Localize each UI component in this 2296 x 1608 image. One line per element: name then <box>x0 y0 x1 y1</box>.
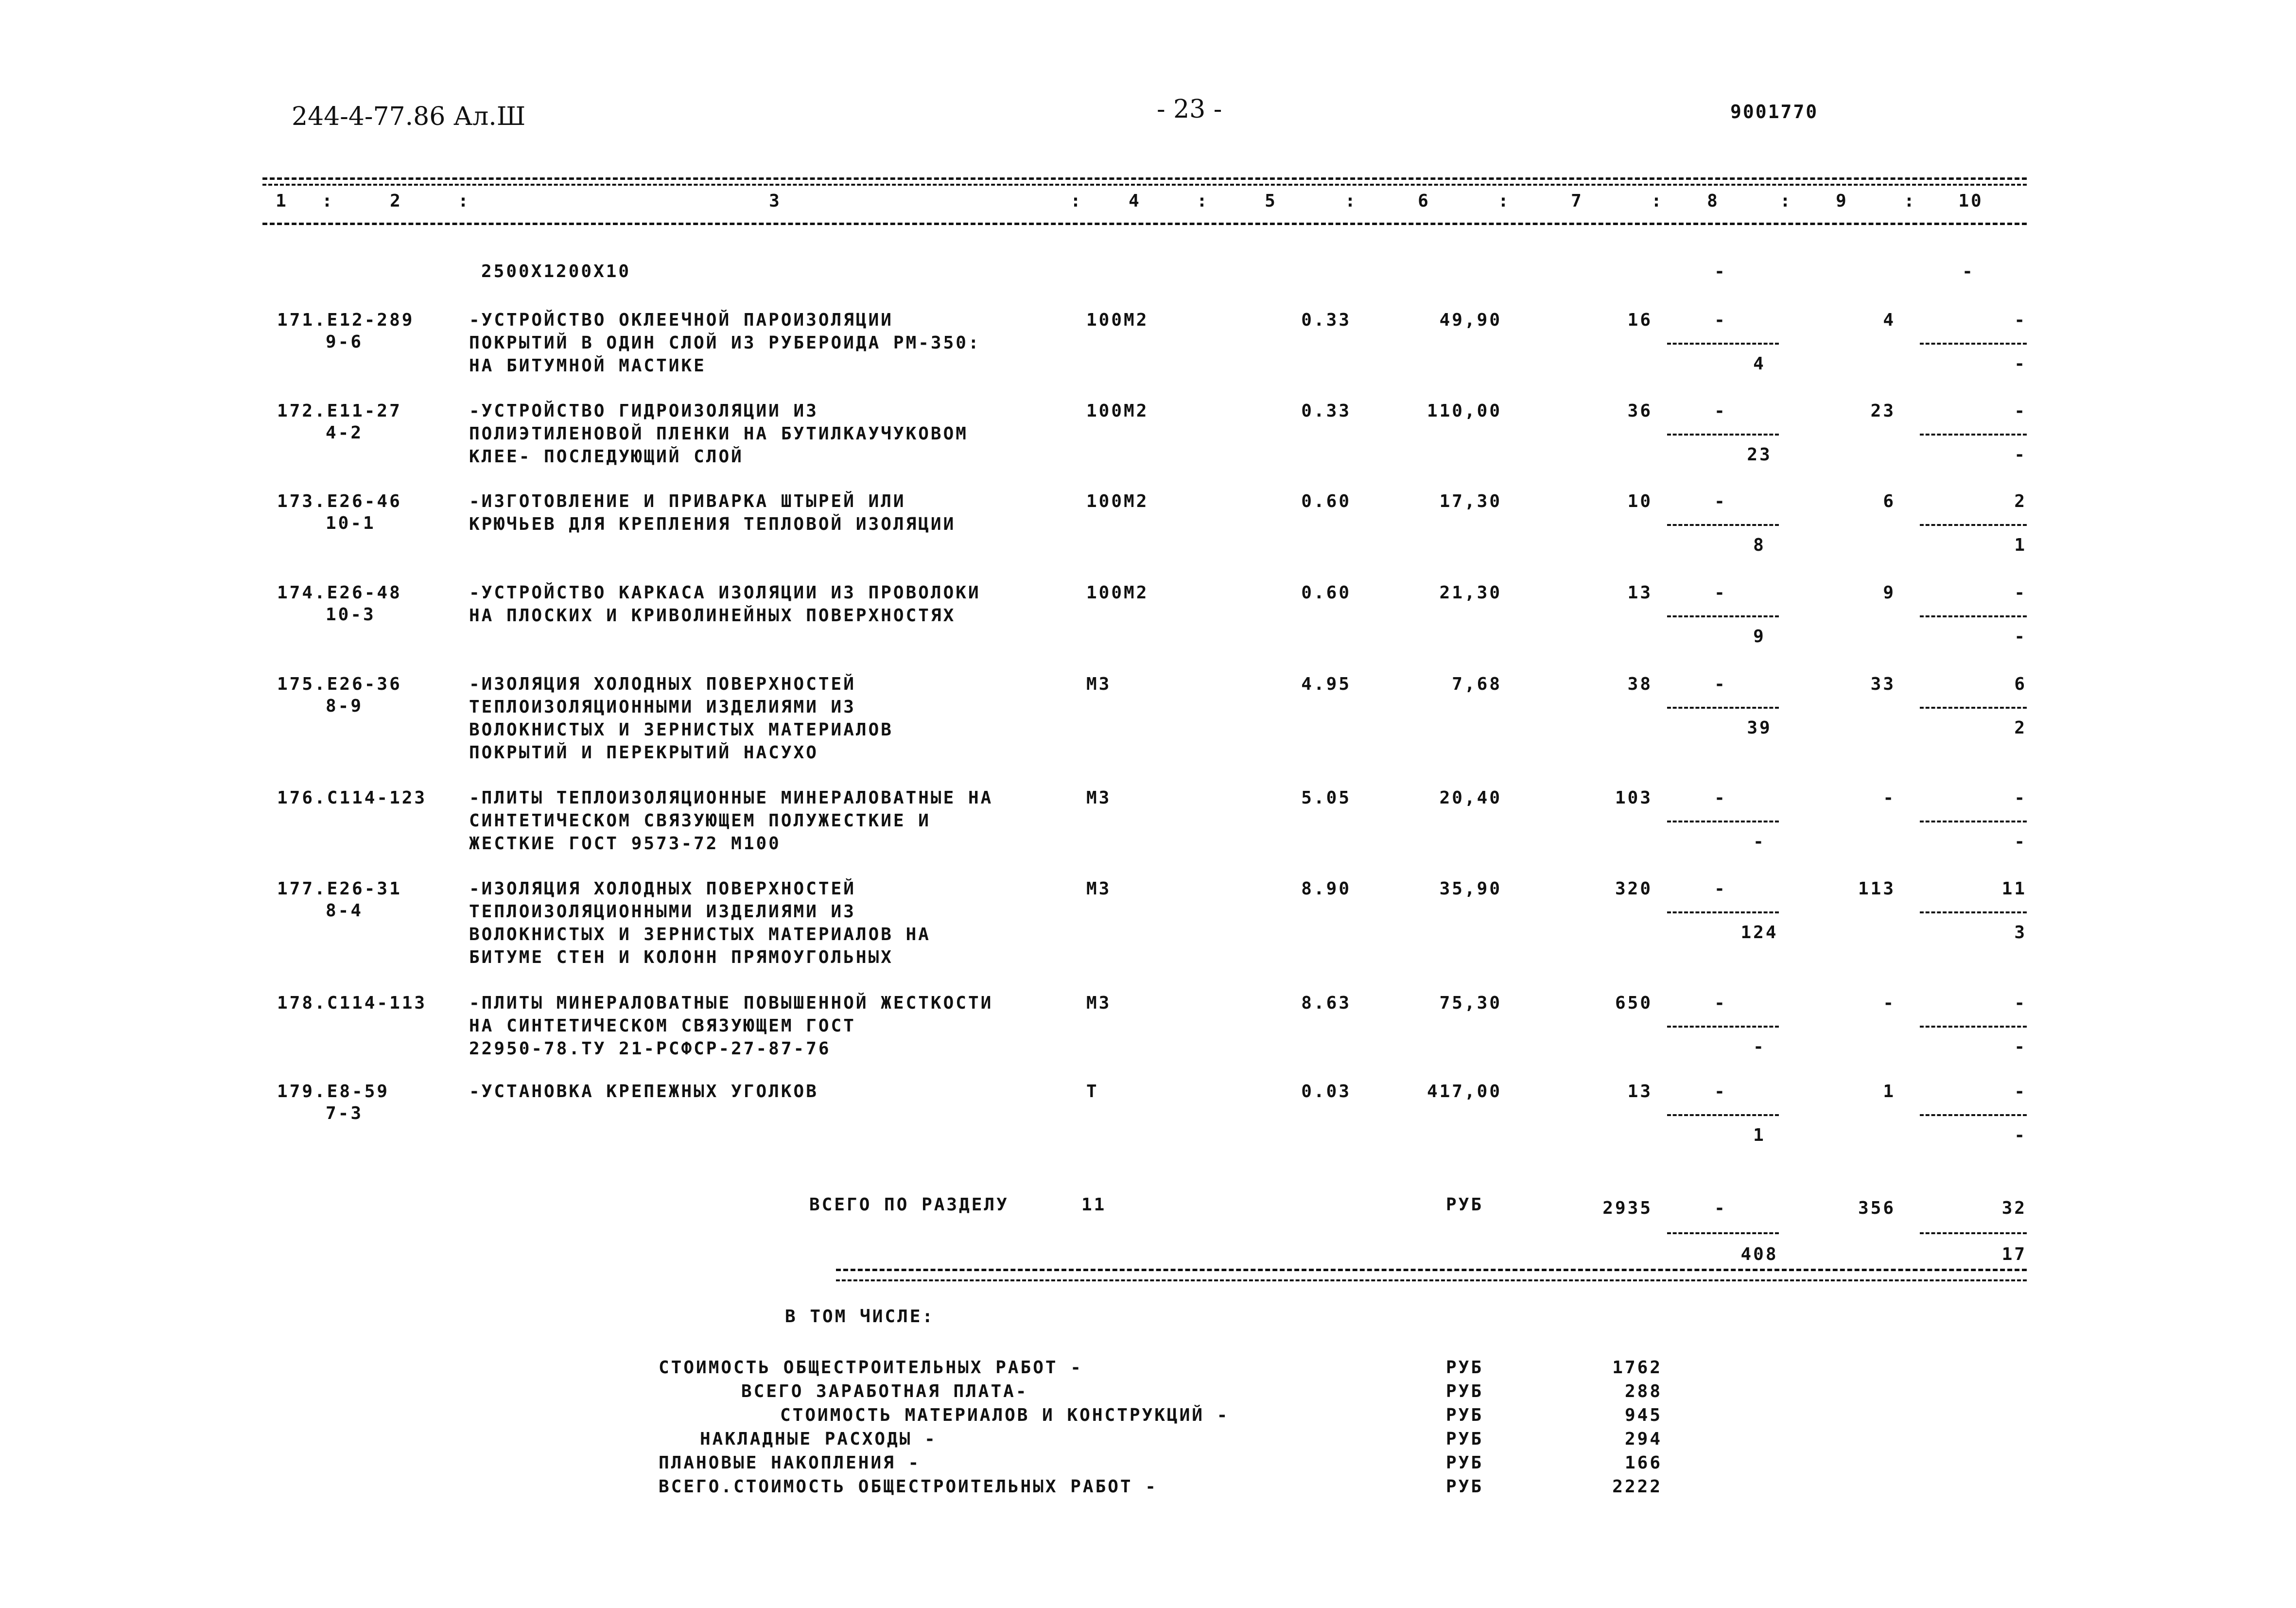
column-separator: : <box>1498 191 1511 211</box>
item-quantity: 0.03 <box>1301 1082 1351 1101</box>
item-col8-bottom: 124 <box>1740 923 1778 943</box>
item-description-line: 22950-78.ТУ 21-РСФСР-27-87-76 <box>469 1039 831 1059</box>
including-item-label: СТОИМОСТЬ ОБЩЕСТРОИТЕЛЬНЫХ РАБОТ - <box>659 1358 1083 1378</box>
including-item-currency: РУБ <box>1446 1453 1484 1473</box>
item-total: 16 <box>1627 310 1652 330</box>
item-col9: 6 <box>1883 491 1896 511</box>
item-col10-bottom: - <box>2014 1125 2027 1145</box>
item-description-line: КРЮЧЬЕВ ДЛЯ КРЕПЛЕНИЯ ТЕПЛОВОЙ ИЗОЛЯЦИИ <box>469 514 956 534</box>
item-col9: 33 <box>1870 674 1896 694</box>
column-separator: : <box>1904 191 1916 211</box>
item-description-line: ТЕПЛОИЗОЛЯЦИОННЫМИ ИЗДЕЛИЯМИ ИЗ <box>469 697 856 717</box>
column-header: 10 <box>1958 191 1983 211</box>
including-item-currency: РУБ <box>1446 1381 1484 1401</box>
including-item-currency: РУБ <box>1446 1429 1484 1449</box>
item-col8-top: - <box>1714 993 1727 1013</box>
item-total: 10 <box>1627 491 1652 511</box>
item-col8-bottom: 23 <box>1747 445 1772 465</box>
item-col10-rule <box>1920 821 2027 822</box>
item-description-line: -ИЗОЛЯЦИЯ ХОЛОДНЫХ ПОВЕРХНОСТЕЙ <box>469 674 856 694</box>
item-col10-bottom: 3 <box>2014 923 2027 943</box>
item-col8-top: - <box>1714 674 1727 694</box>
item-unit: 100М2 <box>1086 401 1149 421</box>
item-col8-rule <box>1667 707 1779 709</box>
item-description-line: ВОЛОКНИСТЫХ И ЗЕРНИСТЫХ МАТЕРИАЛОВ НА <box>469 925 931 944</box>
item-description-line: ПОКРЫТИЙ В ОДИН СЛОЙ ИЗ РУБЕРОИДА РМ-350: <box>469 333 981 353</box>
item-unit: М3 <box>1086 788 1112 808</box>
total-label: ВСЕГО ПО РАЗДЕЛУ <box>809 1195 1009 1215</box>
item-unit: 100М2 <box>1086 583 1149 603</box>
item-description-line: СИНТЕТИЧЕСКОМ СВЯЗУЮЩЕМ ПОЛУЖЕСТКИЕ И <box>469 811 931 831</box>
item-subnumber: 8-4 <box>326 901 364 921</box>
item-subnumber: 8-9 <box>326 696 364 716</box>
item-number: 174.Е26-48 <box>277 583 402 603</box>
item-col8-bottom: - <box>1753 1037 1766 1057</box>
item-unit-price: 20,40 <box>1439 788 1502 808</box>
total-rule-2 <box>836 1279 2027 1281</box>
item-col9: - <box>1883 993 1896 1013</box>
item-col10-top: - <box>2014 993 2027 1013</box>
item-col8-rule <box>1667 1026 1779 1028</box>
item-col10-bottom: 1 <box>2014 535 2027 555</box>
including-item-currency: РУБ <box>1446 1358 1484 1378</box>
item-description-line: -УСТРОЙСТВО КАРКАСА ИЗОЛЯЦИИ ИЗ ПРОВОЛОКИ <box>469 583 981 603</box>
column-separator: : <box>322 191 334 211</box>
item-unit-price: 7,68 <box>1452 674 1502 694</box>
column-header: 9 <box>1836 191 1848 211</box>
item-col8-bottom: 9 <box>1753 627 1766 647</box>
item-total: 13 <box>1627 1082 1652 1101</box>
item-col10-rule <box>1920 707 2027 709</box>
item-subnumber: 10-3 <box>326 605 376 625</box>
item-quantity: 4.95 <box>1301 674 1351 694</box>
item-col10-bottom: - <box>2014 354 2027 374</box>
item-description-line: -ПЛИТЫ МИНЕРАЛОВАТНЫЕ ПОВЫШЕННОЙ ЖЕСТКОСТИ <box>469 993 993 1013</box>
total-col8-top: - <box>1714 1198 1727 1218</box>
item-col8-bottom: 8 <box>1753 535 1766 555</box>
item-col8-bottom: 1 <box>1753 1125 1766 1145</box>
page-number: - 23 - <box>1157 95 1222 124</box>
including-item-label: ПЛАНОВЫЕ НАКОПЛЕНИЯ - <box>659 1453 921 1473</box>
table-top-rule-2 <box>262 184 2027 186</box>
total-col8-bottom: 408 <box>1740 1244 1778 1264</box>
column-separator: : <box>1345 191 1357 211</box>
item-subnumber: 7-3 <box>326 1103 364 1123</box>
item-total: 38 <box>1627 674 1652 694</box>
item-description-line: ПОКРЫТИЙ И ПЕРЕКРЫТИЙ НАСУХО <box>469 743 818 763</box>
continuation-col8: - <box>1714 262 1727 281</box>
total-col10-top: 32 <box>2001 1198 2027 1218</box>
item-col8-top: - <box>1714 788 1727 808</box>
column-separator: : <box>1651 191 1664 211</box>
item-col8-bottom: 4 <box>1753 354 1766 374</box>
item-col8-top: - <box>1714 491 1727 511</box>
column-header: 4 <box>1129 191 1141 211</box>
item-col10-top: - <box>2014 310 2027 330</box>
item-number: 177.Е26-31 <box>277 879 402 899</box>
total-col8-rule <box>1667 1232 1779 1234</box>
item-col10-bottom: - <box>2014 1037 2027 1057</box>
item-quantity: 0.33 <box>1301 310 1351 330</box>
item-unit: М3 <box>1086 993 1112 1013</box>
item-unit: 100М2 <box>1086 310 1149 330</box>
item-description-line: НА СИНТЕТИЧЕСКОМ СВЯЗУЮЩЕМ ГОСТ <box>469 1016 856 1036</box>
item-col10-rule <box>1920 343 2027 345</box>
item-col8-rule <box>1667 524 1779 526</box>
item-number: 179.Е8-59 <box>277 1082 390 1101</box>
item-description-line: БИТУМЕ СТЕН И КОЛОНН ПРЯМОУГОЛЬНЫХ <box>469 947 893 967</box>
item-col8-rule <box>1667 343 1779 345</box>
item-total: 13 <box>1627 583 1652 603</box>
item-col10-top: - <box>2014 401 2027 421</box>
item-col10-rule <box>1920 911 2027 913</box>
item-col8-rule <box>1667 821 1779 822</box>
including-item-value: 2222 <box>1612 1477 1662 1497</box>
doc-code: 244-4-77.86 Ал.Ш <box>292 102 526 131</box>
item-col10-top: - <box>2014 1082 2027 1101</box>
including-item-label: СТОИМОСТЬ МАТЕРИАЛОВ И КОНСТРУКЦИЙ - <box>780 1405 1230 1425</box>
item-description-line: КЛЕЕ- ПОСЛЕДУЮЩИЙ СЛОЙ <box>469 447 744 467</box>
item-subnumber: 9-6 <box>326 332 364 352</box>
item-quantity: 5.05 <box>1301 788 1351 808</box>
item-number: 176.С114-123 <box>277 788 427 808</box>
item-col9: 4 <box>1883 310 1896 330</box>
continuation-col10: - <box>1962 262 1975 281</box>
column-header: 5 <box>1265 191 1277 211</box>
item-number: 171.Е12-289 <box>277 310 415 330</box>
including-item-label: НАКЛАДНЫЕ РАСХОДЫ - <box>700 1429 937 1449</box>
including-title: В ТОМ ЧИСЛЕ: <box>785 1307 935 1327</box>
total-col10-rule <box>1920 1232 2027 1234</box>
item-number: 175.Е26-36 <box>277 674 402 694</box>
continuation-text: 2500Х1200Х10 <box>481 262 631 281</box>
item-col10-bottom: - <box>2014 627 2027 647</box>
item-col10-rule <box>1920 524 2027 526</box>
item-description-line: -ПЛИТЫ ТЕПЛОИЗОЛЯЦИОННЫЕ МИНЕРАЛОВАТНЫЕ НА <box>469 788 993 808</box>
item-col8-top: - <box>1714 401 1727 421</box>
item-unit-price: 417,00 <box>1426 1082 1502 1101</box>
total-rule <box>836 1269 2027 1271</box>
column-separator: : <box>1197 191 1209 211</box>
item-col10-rule <box>1920 434 2027 436</box>
item-unit: М3 <box>1086 674 1112 694</box>
item-description-line: -УСТРОЙСТВО ГИДРОИЗОЛЯЦИИ ИЗ <box>469 401 818 421</box>
item-quantity: 0.60 <box>1301 583 1351 603</box>
including-item-label: ВСЕГО.СТОИМОСТЬ ОБЩЕСТРОИТЕЛЬНЫХ РАБОТ - <box>659 1477 1158 1497</box>
item-col8-top: - <box>1714 879 1727 899</box>
item-description-line: ПОЛИЭТИЛЕНОВОЙ ПЛЕНКИ НА БУТИЛКАУЧУКОВОМ <box>469 424 968 444</box>
item-quantity: 0.33 <box>1301 401 1351 421</box>
item-col9: 23 <box>1870 401 1896 421</box>
item-col9: 113 <box>1858 879 1896 899</box>
total-value: 2935 <box>1602 1198 1652 1218</box>
item-description-line: -УСТАНОВКА КРЕПЕЖНЫХ УГОЛКОВ <box>469 1082 818 1101</box>
column-header: 8 <box>1707 191 1720 211</box>
item-description-line: -ИЗОЛЯЦИЯ ХОЛОДНЫХ ПОВЕРХНОСТЕЙ <box>469 879 856 899</box>
item-col10-top: - <box>2014 583 2027 603</box>
including-item-value: 1762 <box>1612 1358 1662 1378</box>
total-col10-bottom: 17 <box>2001 1244 2027 1264</box>
column-header: 2 <box>390 191 402 211</box>
including-item-value: 945 <box>1624 1405 1662 1425</box>
item-quantity: 8.63 <box>1301 993 1351 1013</box>
item-col10-top: 11 <box>2001 879 2027 899</box>
item-col8-rule <box>1667 434 1779 436</box>
column-header: 7 <box>1571 191 1583 211</box>
header-bottom-rule <box>262 223 2027 225</box>
including-item-currency: РУБ <box>1446 1477 1484 1497</box>
item-col10-bottom: - <box>2014 832 2027 852</box>
item-unit: М3 <box>1086 879 1112 899</box>
including-item-value: 288 <box>1624 1381 1662 1401</box>
item-number: 172.Е11-27 <box>277 401 402 421</box>
table-top-rule <box>262 177 2027 180</box>
item-col9: 9 <box>1883 583 1896 603</box>
item-col8-bottom: 39 <box>1747 718 1772 738</box>
item-quantity: 0.60 <box>1301 491 1351 511</box>
item-col10-top: 2 <box>2014 491 2027 511</box>
item-description-line: ЖЕСТКИЕ ГОСТ 9573-72 М100 <box>469 834 781 854</box>
column-header: 6 <box>1418 191 1430 211</box>
item-col9: 1 <box>1883 1082 1896 1101</box>
column-header: 3 <box>769 191 782 211</box>
including-item-value: 166 <box>1624 1453 1662 1473</box>
item-description-line: -УСТРОЙСТВО ОКЛЕЕЧНОЙ ПАРОИЗОЛЯЦИИ <box>469 310 893 330</box>
item-total: 36 <box>1627 401 1652 421</box>
item-col8-top: - <box>1714 583 1727 603</box>
item-unit: 100М2 <box>1086 491 1149 511</box>
item-unit-price: 35,90 <box>1439 879 1502 899</box>
column-separator: : <box>458 191 470 211</box>
item-col8-rule <box>1667 615 1779 617</box>
item-col10-top: 6 <box>2014 674 2027 694</box>
item-description-line: НА ПЛОСКИХ И КРИВОЛИНЕЙНЫХ ПОВЕРХНОСТЯХ <box>469 606 956 626</box>
item-total: 103 <box>1615 788 1652 808</box>
column-separator: : <box>1780 191 1792 211</box>
item-description-line: -ИЗГОТОВЛЕНИЕ И ПРИВАРКА ШТЫРЕЙ ИЛИ <box>469 491 906 511</box>
item-total: 320 <box>1615 879 1652 899</box>
item-unit-price: 75,30 <box>1439 993 1502 1013</box>
item-subnumber: 10-1 <box>326 513 376 533</box>
item-subnumber: 4-2 <box>326 423 364 443</box>
item-description-line: НА БИТУМНОЙ МАСТИКЕ <box>469 356 706 376</box>
item-number: 173.Е26-46 <box>277 491 402 511</box>
item-col10-bottom: - <box>2014 445 2027 465</box>
item-unit: Т <box>1086 1082 1099 1101</box>
item-description-line: ВОЛОКНИСТЫХ И ЗЕРНИСТЫХ МАТЕРИАЛОВ <box>469 720 893 740</box>
item-unit-price: 110,00 <box>1426 401 1502 421</box>
item-col10-bottom: 2 <box>2014 718 2027 738</box>
item-col8-top: - <box>1714 310 1727 330</box>
item-unit-price: 17,30 <box>1439 491 1502 511</box>
item-col8-rule <box>1667 1114 1779 1116</box>
item-col10-rule <box>1920 615 2027 617</box>
item-col9: - <box>1883 788 1896 808</box>
total-col9: 356 <box>1858 1198 1896 1218</box>
item-col10-top: - <box>2014 788 2027 808</box>
item-col10-rule <box>1920 1026 2027 1028</box>
item-col10-rule <box>1920 1114 2027 1116</box>
item-total: 650 <box>1615 993 1652 1013</box>
including-item-value: 294 <box>1624 1429 1662 1449</box>
item-unit-price: 49,90 <box>1439 310 1502 330</box>
item-col8-bottom: - <box>1753 832 1766 852</box>
item-description-line: ТЕПЛОИЗОЛЯЦИОННЫМИ ИЗДЕЛИЯМИ ИЗ <box>469 902 856 922</box>
including-item-currency: РУБ <box>1446 1405 1484 1425</box>
column-header: 1 <box>276 191 288 211</box>
including-item-label: ВСЕГО ЗАРАБОТНАЯ ПЛАТА- <box>741 1381 1028 1401</box>
total-currency: РУБ <box>1446 1195 1484 1215</box>
item-col8-rule <box>1667 911 1779 913</box>
total-count: 11 <box>1081 1195 1107 1215</box>
item-unit-price: 21,30 <box>1439 583 1502 603</box>
item-col8-top: - <box>1714 1082 1727 1101</box>
item-quantity: 8.90 <box>1301 879 1351 899</box>
item-number: 178.С114-113 <box>277 993 427 1013</box>
column-separator: : <box>1070 191 1083 211</box>
inventory-number: 9001770 <box>1730 101 1819 122</box>
